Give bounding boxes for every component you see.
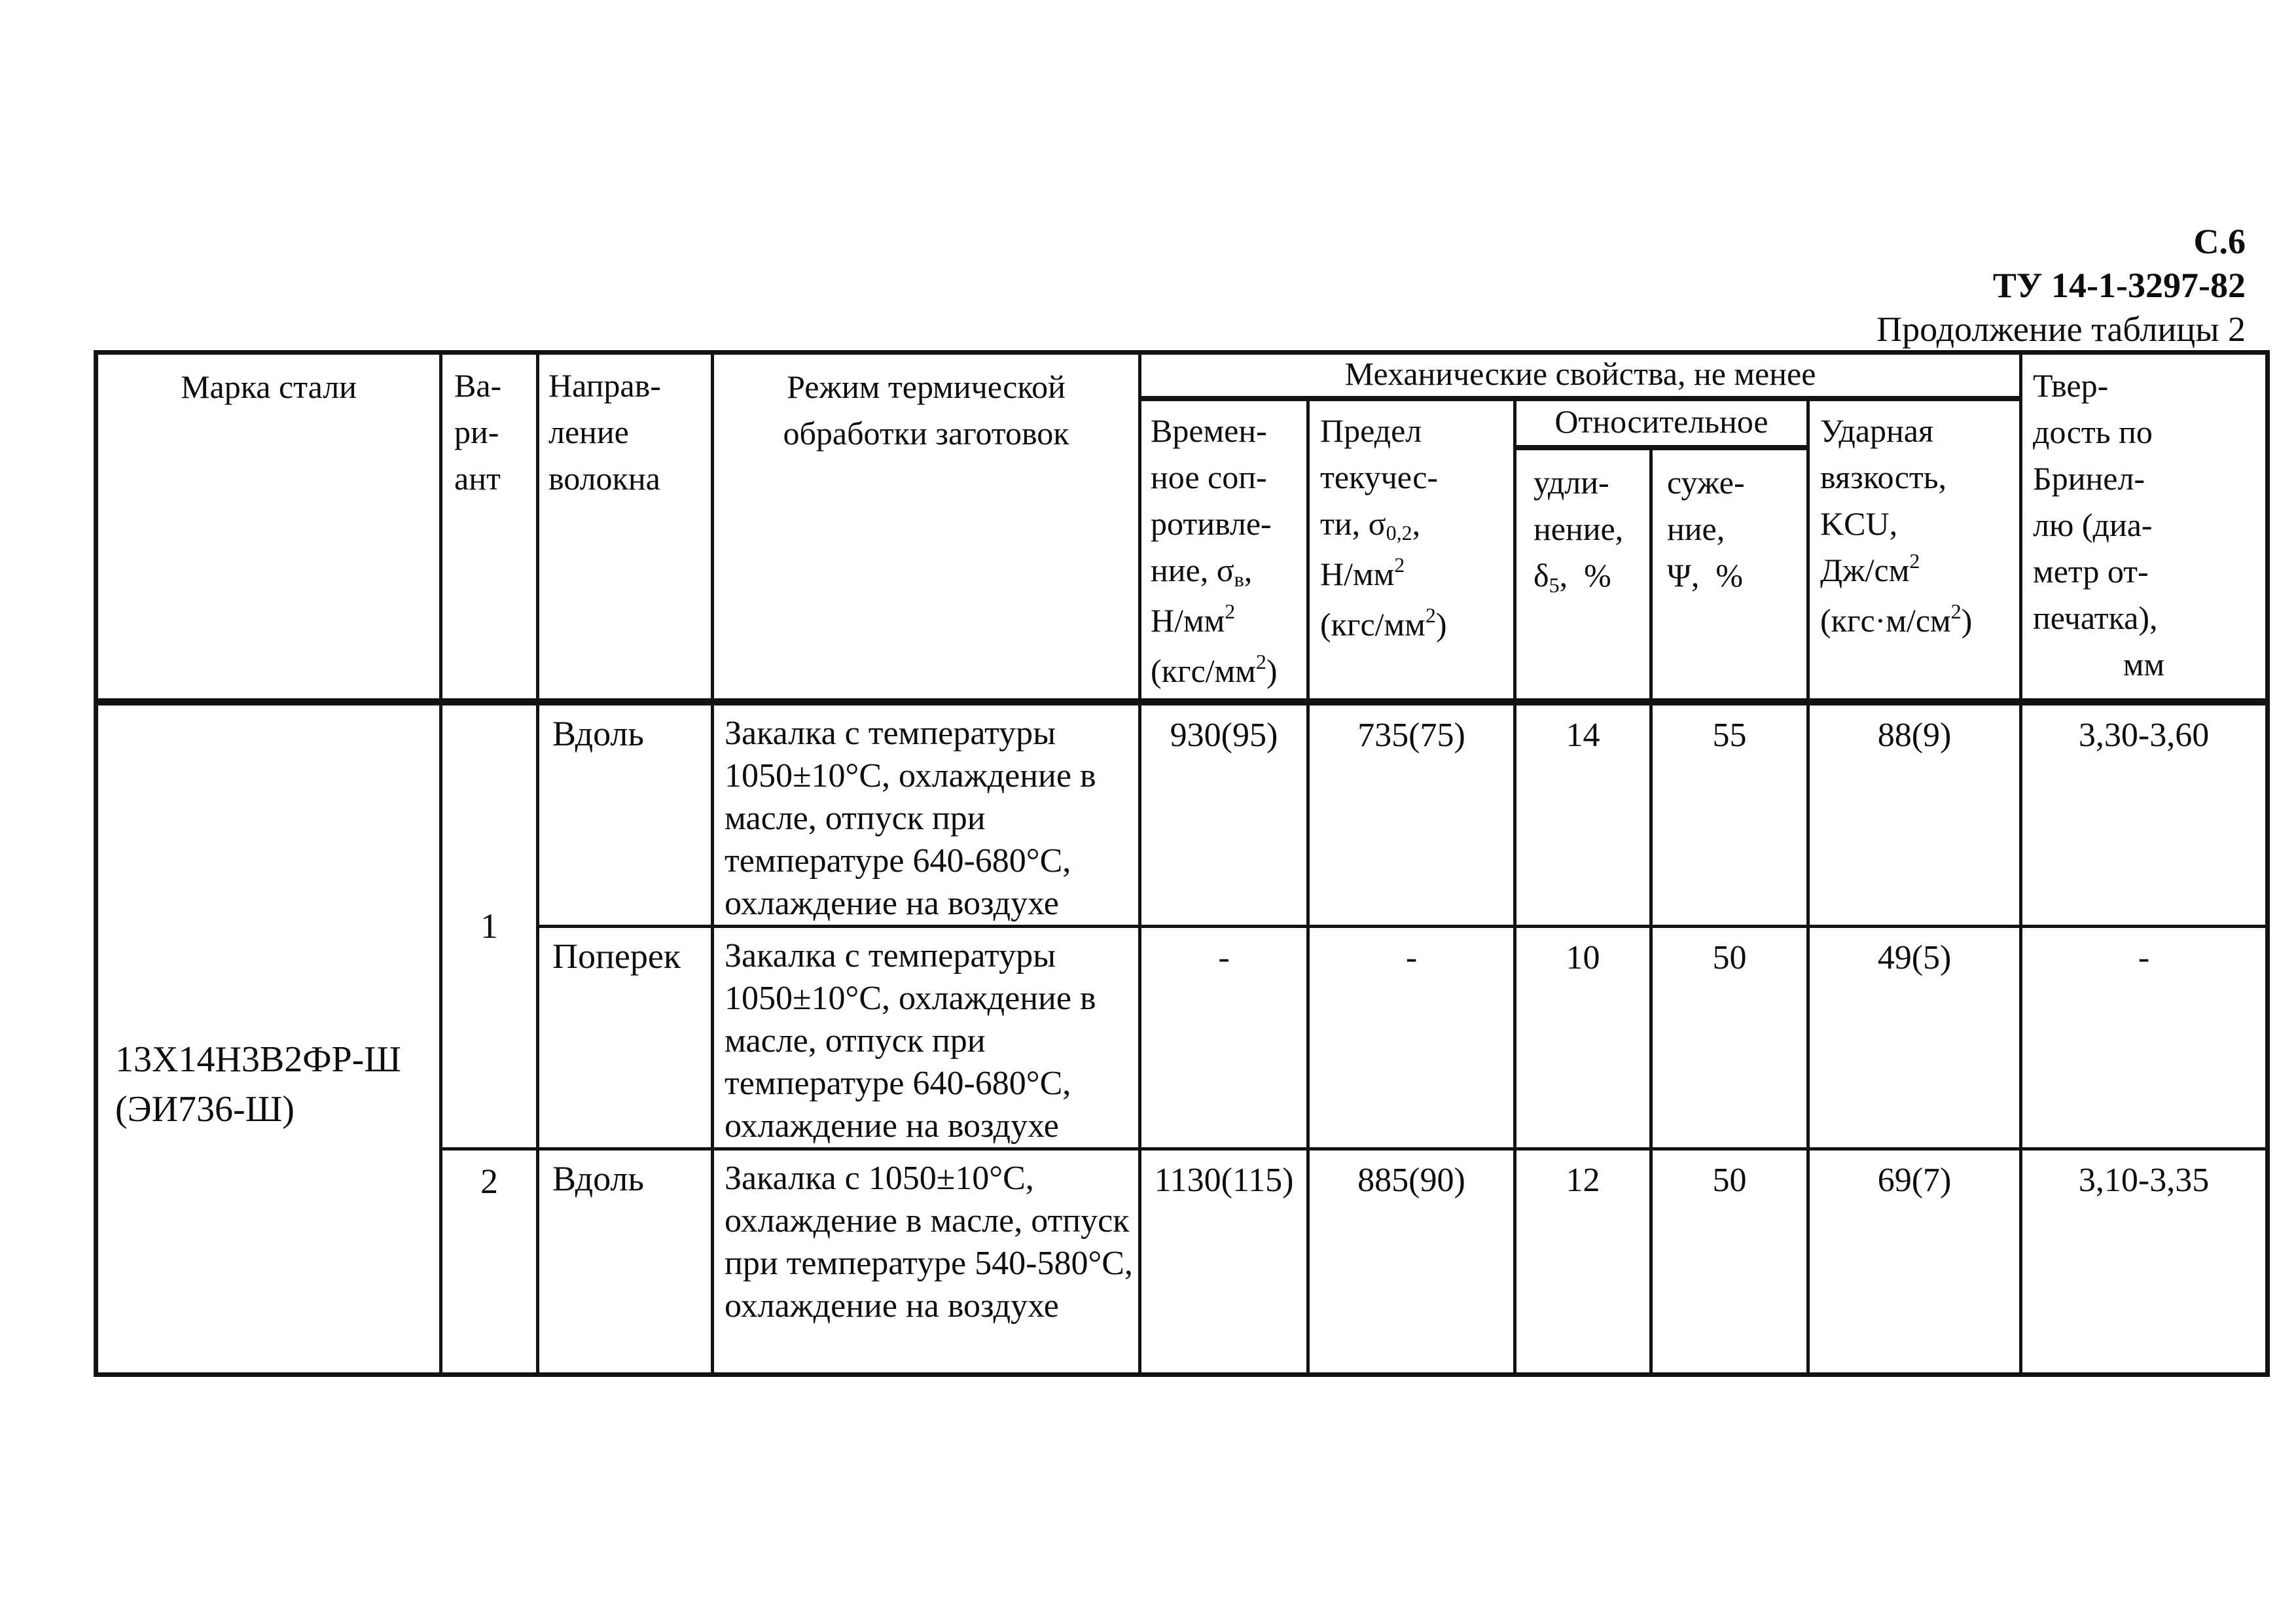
properties-table <box>94 350 2270 1377</box>
header-line: $(кгс\cdot м/см^2)$ <box>1820 599 1973 639</box>
cell-heat-treatment-r3: Закалка с 1050±10°С, охлаждение в масле, отпуск при температуре 540-580°С, охлаждение на воздухе <box>713 1149 1140 1374</box>
header-mechanical-properties-group: Механические свойства, не менее <box>1140 353 2021 399</box>
header-line: ротивле- <box>1151 505 1272 542</box>
cell-reduction-r3: 50 <box>1651 1149 1808 1374</box>
header-fiber-direction <box>538 353 713 702</box>
header-line: ление <box>548 414 629 450</box>
superscript: 2 <box>1225 599 1236 623</box>
header-line: Предел <box>1320 412 1422 449</box>
header-impact-toughness <box>1808 399 2021 702</box>
header-variant <box>441 353 538 702</box>
header-line: Ψ, % <box>1667 556 1744 594</box>
header-line: Режим термической <box>787 368 1066 405</box>
cell-impact-r2: 49(5) <box>1808 926 2021 1149</box>
header-line: нение, <box>1534 510 1624 547</box>
superscript: 2 <box>1425 603 1436 627</box>
cell-tensile-r1: 930(95) <box>1140 702 1308 926</box>
header-relative-group: Относительное <box>1515 399 1808 448</box>
cell-reduction-r1: 55 <box>1651 702 1808 926</box>
superscript: 2 <box>1394 552 1405 577</box>
header-brinell-hardness <box>2021 353 2268 702</box>
document-number: ТУ 14-1-3297-82 <box>1992 266 2246 305</box>
cell-hardness-r1: 3,30-3,60 <box>2021 702 2268 926</box>
cell-variant-1: 1 <box>441 702 538 1149</box>
header-line: суже- <box>1667 463 1745 501</box>
header-line: Ва- <box>454 367 502 404</box>
cell-heat-treatment-r1: Закалка с температуры 1050±10°С, охлаждение в масле, отпуск при температуре 640-680°С, охлаждение на воздухе <box>713 702 1140 926</box>
steel-grade-line: 13Х14Н3В2ФР-Ш <box>115 1039 401 1080</box>
header-line: ние, <box>1667 510 1725 547</box>
header-line: ант <box>454 460 501 497</box>
properties-table-wrap <box>94 350 2270 1377</box>
header-line: KCU, <box>1820 505 1898 542</box>
header-heat-treatment <box>713 353 1140 702</box>
cell-reduction-r2: 50 <box>1651 926 1808 1149</box>
cell-impact-r3: 69(7) <box>1808 1149 2021 1374</box>
doc-header <box>94 220 2265 351</box>
header-line: мм <box>2123 646 2165 683</box>
header-elongation <box>1515 448 1651 702</box>
header-line: Твер- <box>2033 367 2109 404</box>
header-line: $Н/мм^2$ <box>1151 599 1236 639</box>
steel-grade-line: (ЭИ736-Ш) <box>115 1089 295 1130</box>
header-line: ри- <box>454 414 499 450</box>
header-line: Марка стали <box>181 368 357 405</box>
header-line: δ5, % <box>1534 556 1611 597</box>
header-line: дость по <box>2033 414 2153 450</box>
header-line: Ударная <box>1820 412 1933 449</box>
header-tensile-strength <box>1140 399 1308 702</box>
superscript: 2 <box>1255 649 1266 673</box>
header-line: текучес- <box>1320 458 1439 495</box>
cell-tensile-r3: 1130(115) <box>1140 1149 1308 1374</box>
cell-heat-treatment-r2: Закалка с температуры 1050±10°С, охлаждение в масле, отпуск при температуре 640-680°С, охлаждение на воздухе <box>713 926 1140 1149</box>
header-line: $Дж/см^2$ <box>1820 548 1920 588</box>
cell-direction-r3: Вдоль <box>538 1149 713 1374</box>
cell-direction-r1: Вдоль <box>538 702 713 926</box>
superscript: 2 <box>1950 599 1962 623</box>
header-reduction <box>1651 448 1808 702</box>
header-line: обработки заготовок <box>783 415 1069 452</box>
header-line: Направ- <box>548 367 661 404</box>
subscript: 5 <box>1549 573 1560 597</box>
subscript: в <box>1234 567 1244 592</box>
header-line: лю (диа- <box>2033 507 2153 543</box>
cell-elongation-r3: 12 <box>1515 1149 1651 1374</box>
header-line: вязкость, <box>1820 458 1947 495</box>
cell-direction-r2: Поперек <box>538 926 713 1149</box>
subscript: 0,2 <box>1386 521 1412 545</box>
page-number: С.6 <box>2193 222 2246 261</box>
header-line: Бринел- <box>2033 460 2145 497</box>
header-line: печатка), <box>2033 599 2158 636</box>
superscript: 2 <box>1909 548 1920 573</box>
header-line: ти, σ0,2, <box>1320 505 1421 545</box>
header-line: ние, σв, <box>1151 551 1253 592</box>
cell-yield-r3: 885(90) <box>1308 1149 1515 1374</box>
cell-impact-r1: 88(9) <box>1808 702 2021 926</box>
cell-yield-r1: 735(75) <box>1308 702 1515 926</box>
cell-steel-grade <box>96 702 441 1374</box>
cell-hardness-r3: 3,10-3,35 <box>2021 1149 2268 1374</box>
cell-tensile-r2: - <box>1140 926 1308 1149</box>
cell-yield-r2: - <box>1308 926 1515 1149</box>
cell-elongation-r1: 14 <box>1515 702 1651 926</box>
cell-elongation-r2: 10 <box>1515 926 1651 1149</box>
header-line: $Н/мм^2$ <box>1320 552 1405 592</box>
header-line: удли- <box>1534 463 1609 501</box>
cell-variant-2: 2 <box>441 1149 538 1374</box>
header-line: ное соп- <box>1151 458 1267 495</box>
header-line: $(кгс/мм^2)$ <box>1320 603 1447 643</box>
header-yield-strength <box>1308 399 1515 702</box>
header-steel-grade <box>96 353 441 702</box>
header-line: метр от- <box>2033 553 2149 590</box>
table-continuation-label: Продолжение таблицы 2 <box>1876 310 2246 349</box>
cell-hardness-r2: - <box>2021 926 2268 1149</box>
header-line: $(кгс/мм^2)$ <box>1151 649 1278 689</box>
header-line: волокна <box>548 460 660 497</box>
header-line: Времен- <box>1151 412 1267 449</box>
